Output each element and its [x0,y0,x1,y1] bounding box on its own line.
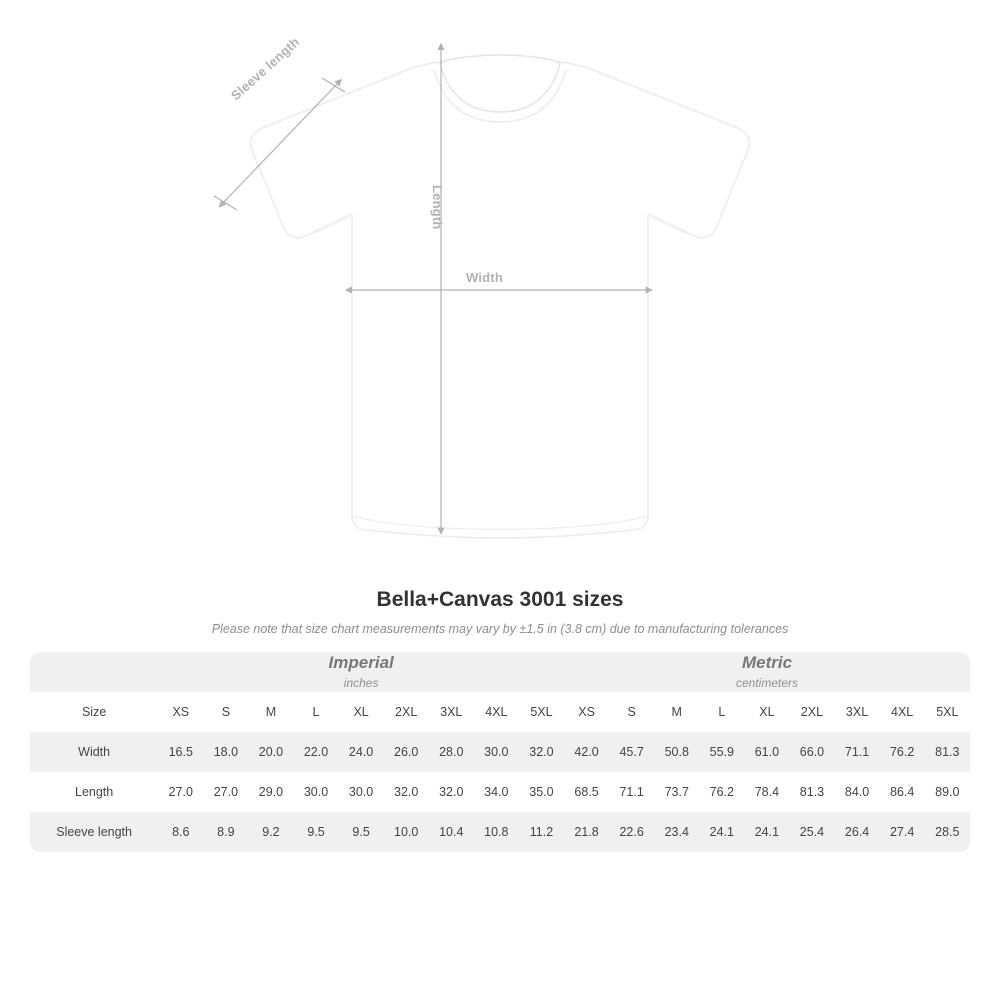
cell-sleeve-imperial-3xl: 10.4 [439,825,464,839]
cell-width-metric-xs: 42.0 [574,745,599,759]
sleeve-length-label: Sleeve length [228,34,303,104]
imperial-label: Imperial [328,653,394,673]
cell-length-metric-4xl: 86.4 [889,785,915,799]
size-header-metric-xs: XS [578,705,595,719]
cell-width-imperial-xs: 16.5 [168,745,193,759]
cell-length-metric-5xl: 89.0 [935,785,960,799]
cell-length-metric-xs: 68.5 [574,785,599,799]
cell-length-metric-2xl: 81.3 [799,785,825,799]
size-header-row [30,692,970,732]
size-header-imperial-xs: XS [172,705,190,719]
cell-sleeve-metric-4xl: 27.4 [889,825,915,839]
cell-width-metric-s: 45.7 [619,745,644,759]
cell-length-imperial-s: 27.0 [213,785,239,799]
size-header-metric-m: M [671,705,682,719]
table-row [30,732,970,772]
size-header-metric-xl: XL [759,705,775,719]
cell-length-metric-xl: 78.4 [754,785,780,799]
table-row [30,772,970,812]
cell-sleeve-imperial-s: 8.9 [217,825,235,839]
row-label-width: Width [78,745,111,759]
cell-sleeve-metric-xl: 24.1 [754,825,780,839]
cell-width-imperial-xl: 24.0 [348,745,374,759]
cell-sleeve-metric-m: 23.4 [664,825,689,839]
cell-width-metric-m: 50.8 [664,745,689,759]
cell-sleeve-metric-s: 22.6 [619,825,644,839]
cell-sleeve-imperial-2xl: 10.0 [394,825,419,839]
cell-sleeve-metric-xs: 21.8 [574,825,599,839]
cell-width-imperial-5xl: 32.0 [529,745,554,759]
size-header-imperial-2xl: 2XL [395,705,418,719]
cell-length-metric-3xl: 84.0 [844,785,870,799]
cell-width-metric-l: 55.9 [709,745,734,759]
size-header-imperial-xl: XL [353,705,369,719]
cell-length-imperial-m: 29.0 [258,785,284,799]
cell-sleeve-imperial-xs: 8.6 [172,825,190,839]
cell-length-imperial-l: 30.0 [303,785,329,799]
cell-width-imperial-2xl: 26.0 [394,745,419,759]
row-label-sleeve-length: Sleeve length [56,825,132,839]
size-header-imperial-l: L [312,705,320,719]
cell-sleeve-metric-5xl: 28.5 [935,825,960,839]
metric-sub-label: centimeters [736,675,799,690]
cell-length-imperial-5xl: 35.0 [529,785,554,799]
metric-group-header [564,652,970,692]
page-title: Bella+Canvas 3001 sizes [376,588,624,611]
size-header-metric-l: L [718,705,726,719]
size-header-imperial-3xl: 3XL [440,705,463,719]
width-label: Width [466,270,503,285]
row-label-length: Length [75,785,114,799]
cell-width-imperial-s: 18.0 [213,745,239,759]
size-header-imperial-s: S [221,705,231,719]
cell-length-imperial-3xl: 32.0 [439,785,464,799]
size-header-metric-2xl: 2XL [800,705,824,719]
tolerance-note: Please note that size chart measurements may vary by ±1.5 in (3.8 cm) due to manufacturing tolerances [211,622,789,636]
size-header-imperial-4xl: 4XL [485,705,508,719]
cell-sleeve-imperial-xl: 9.5 [352,825,370,839]
size-header-metric-3xl: 3XL [845,705,869,719]
cell-width-metric-4xl: 76.2 [889,745,915,759]
cell-sleeve-metric-l: 24.1 [709,825,734,839]
length-label: Length [430,185,445,230]
chart-header [0,588,1000,636]
unit-row-spacer [30,652,158,692]
cell-sleeve-imperial-4xl: 10.8 [484,825,509,839]
cell-sleeve-metric-3xl: 26.4 [844,825,870,839]
cell-length-imperial-xl: 30.0 [348,785,374,799]
cell-length-metric-l: 76.2 [709,785,734,799]
cell-width-metric-2xl: 66.0 [799,745,825,759]
cell-width-imperial-m: 20.0 [258,745,284,759]
cell-sleeve-metric-2xl: 25.4 [799,825,825,839]
cell-sleeve-imperial-5xl: 11.2 [529,825,554,839]
cell-length-imperial-4xl: 34.0 [484,785,509,799]
tshirt-shape [250,55,749,538]
cell-width-metric-5xl: 81.3 [935,745,960,759]
cell-length-imperial-2xl: 32.0 [394,785,419,799]
size-table-wrapper [30,652,970,852]
size-header-imperial-m: M [265,705,277,719]
cell-width-imperial-3xl: 28.0 [439,745,464,759]
size-header-metric-5xl: 5XL [936,705,959,719]
cell-width-metric-xl: 61.0 [754,745,780,759]
unit-system-row [30,652,970,692]
cell-length-metric-m: 73.7 [664,785,689,799]
size-header-imperial-5xl: 5XL [530,705,553,719]
size-header-metric-s: S [627,705,636,719]
imperial-sub-label: inches [343,675,379,690]
cell-length-imperial-xs: 27.0 [168,785,193,799]
imperial-group-header [158,652,564,692]
cell-sleeve-imperial-l: 9.5 [307,825,325,839]
cell-width-metric-3xl: 71.1 [844,745,870,759]
size-table [30,652,970,852]
cell-width-imperial-4xl: 30.0 [484,745,509,759]
metric-label: Metric [741,653,793,673]
table-row [30,812,970,852]
cell-length-metric-s: 71.1 [619,785,644,799]
size-header-metric-4xl: 4XL [891,705,914,719]
size-header-cell: Size [30,692,158,732]
cell-sleeve-imperial-m: 9.2 [262,825,280,839]
cell-width-imperial-l: 22.0 [303,745,329,759]
